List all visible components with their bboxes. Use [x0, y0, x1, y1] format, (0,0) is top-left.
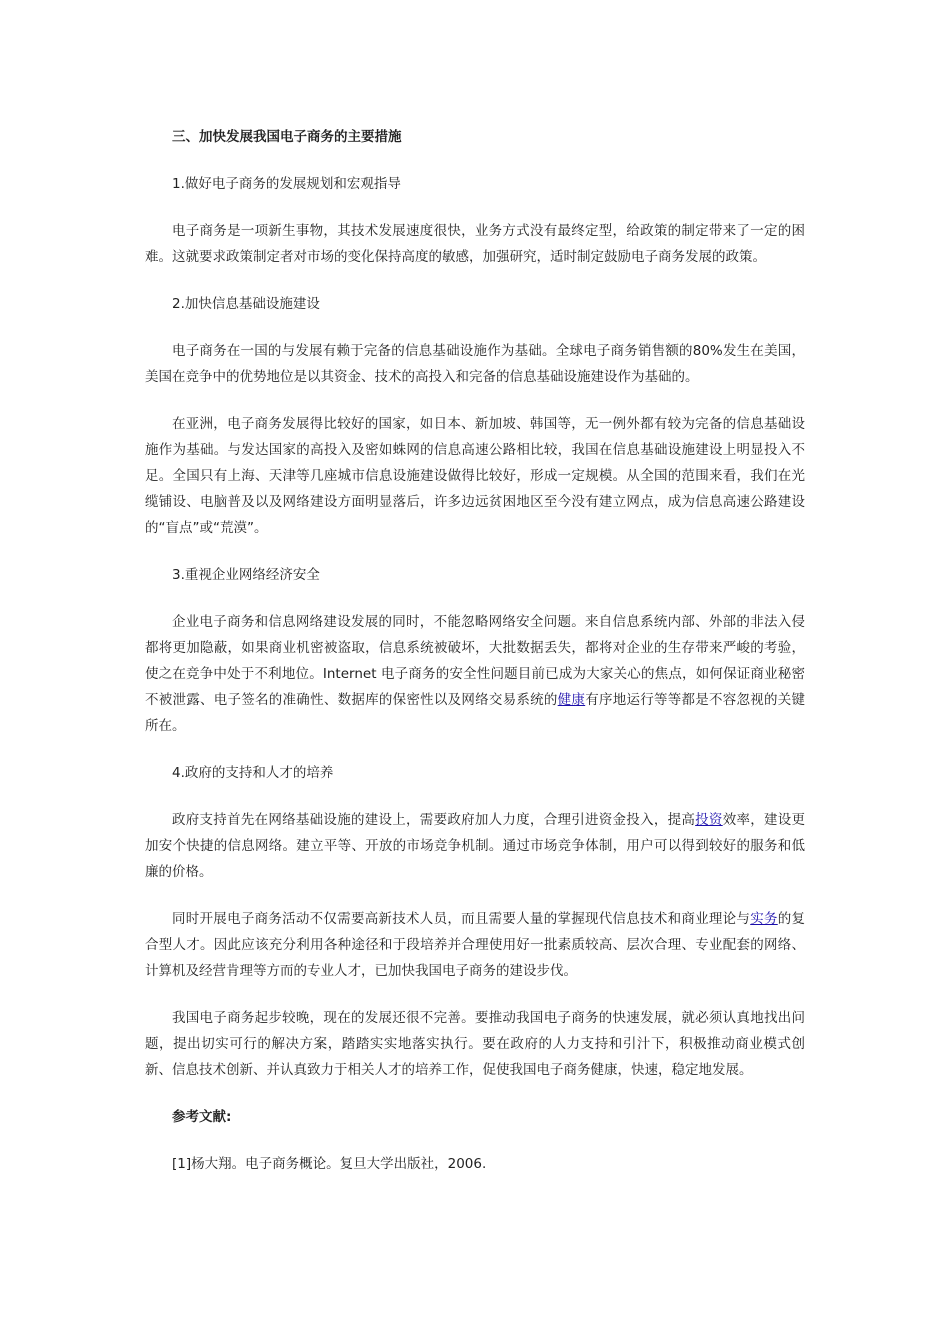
link-investment[interactable]: 投资: [695, 812, 723, 828]
paragraph-4-text-b: 有序地运行等等都是不容忽视的关键所在。: [145, 692, 806, 734]
subheading-1: 1.做好电子商务的发展规划和宏观指导: [172, 176, 401, 192]
reference-item: [1]杨大翔。电子商务概论。复旦大学出版社，2006.: [172, 1156, 487, 1172]
paragraph-2: 电子商务在一国的与发展有赖于完备的信息基础设施作为基础。全球电子商务销售额的80%发生在美国，美国在竞争中的优势地位是以其资金、技术的高投入和完备的信息基础设施建设作为基础的。: [145, 343, 805, 385]
link-practice[interactable]: 实务: [750, 911, 778, 927]
paragraph-4: [145, 609, 805, 739]
paragraph-6-text-a: 同时开展电子商务活动不仅需要高新技术人员，而且需要人量的掌握现代信息技术和商业理论与: [172, 911, 751, 927]
references-heading: 参考文献:: [172, 1109, 232, 1125]
subheading-4: 4.政府的支持和人才的培养: [172, 765, 334, 781]
paragraph-5: [145, 807, 805, 885]
paragraph-3: 在亚洲，电子商务发展得比较好的国家，如日本、新加坡、韩国等，无一例外都有较为完备的信息基础设施作为基础。与发达国家的高投入及密如蛛网的信息高速公路相比较，我国在信息基础设施建设上明显投入不足。全国只有上海、天津等几座城市信息设施建设做得比较好，形成一定规模。从全国的范围来看，我们在光缆铺设、电脑普及以及网络建设方面明显落后，许多边远贫困地区至今没有建立网点，成为信息高速公路建设的“盲点”或“荒漠”。: [145, 416, 805, 536]
link-health[interactable]: 健康: [557, 692, 586, 708]
paragraph-6: [145, 906, 805, 984]
subheading-3: 3.重视企业网络经济安全: [172, 567, 320, 583]
document-page: [145, 124, 805, 1177]
section-heading: 三、加快发展我国电子商务的主要措施: [172, 129, 402, 145]
paragraph-5-text-b: 效率，建设更加安个快捷的信息网络。建立平等、开放的市场竞争机制。通过市场竞争体制，用户可以得到较好的服务和低廉的价格。: [145, 812, 806, 880]
paragraph-5-text-a: 政府支持首先在网络基础设施的建设上，需要政府加人力度，合理引进资金投入，提高: [172, 812, 696, 828]
paragraph-6-text-b: 的复合型人才。因此应该充分利用各种途径和于段培养并合理使用好一批素质较高、层次合理、专业配套的网络、计算机及经营肯理等方而的专业人才，已加快我国电子商务的建设步伐。: [145, 911, 806, 979]
subheading-2: 2.加快信息基础设施建设: [172, 296, 320, 312]
paragraph-1: 电子商务是一项新生事物，其技术发展速度很快，业务方式没有最终定型，给政策的制定带来了一定的困难。这就要求政策制定者对市场的变化保持高度的敏感，加强研究，适时制定鼓励电子商务发展的政策。: [145, 223, 805, 265]
paragraph-7: 我国电子商务起步较晚，现在的发展还很不完善。要推动我国电子商务的快速发展，就必须认真地找出问题，提出切实可行的解决方案，踏踏实实地落实执行。要在政府的人力支持和引汁下，积极推动商业模式创新、信息技术创新、并认真致力于相关人才的培养工作，促使我国电子商务健康，快速，稳定地发展。: [145, 1010, 805, 1078]
paragraph-4-text-a: 企业电子商务和信息网络建设发展的同时，不能忽略网络安全问题。来自信息系统内部、外部的非法入侵都将更加隐蔽，如果商业机密被盗取，信息系统被破坏，大批数据丢失，都将对企业的生存带来严峻的考验，使之在竞争中处于不利地位。Internet 电子商务的安全性问题目前已成为大家关心的焦点，如何保证商业秘密不被泄露、电子签名的准确性、数据库的保密性以及网络交易系统的: [145, 614, 805, 708]
